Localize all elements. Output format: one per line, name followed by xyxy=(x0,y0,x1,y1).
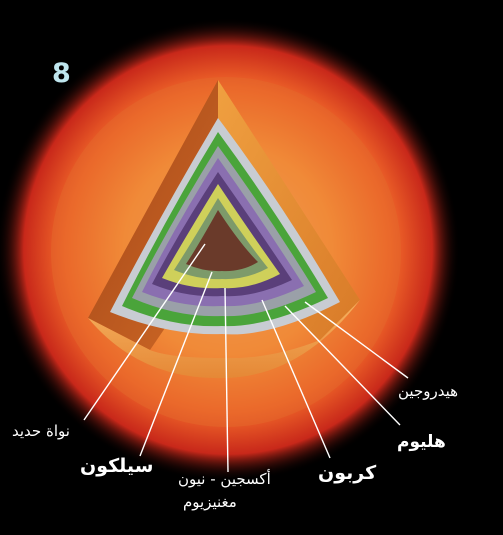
label-oxygen-neon: أكسجين - نيون xyxy=(178,470,271,488)
label-iron-core: نواة حديد xyxy=(12,422,70,440)
label-silicon: سيلكون xyxy=(80,455,154,477)
label-magnesium: مغنيزيوم xyxy=(183,493,237,511)
label-helium: هليوم xyxy=(397,432,446,452)
label-hydrogen: هيدروجين xyxy=(398,382,459,400)
figure-number: 8 xyxy=(52,58,71,89)
label-carbon: كربون xyxy=(318,462,377,484)
